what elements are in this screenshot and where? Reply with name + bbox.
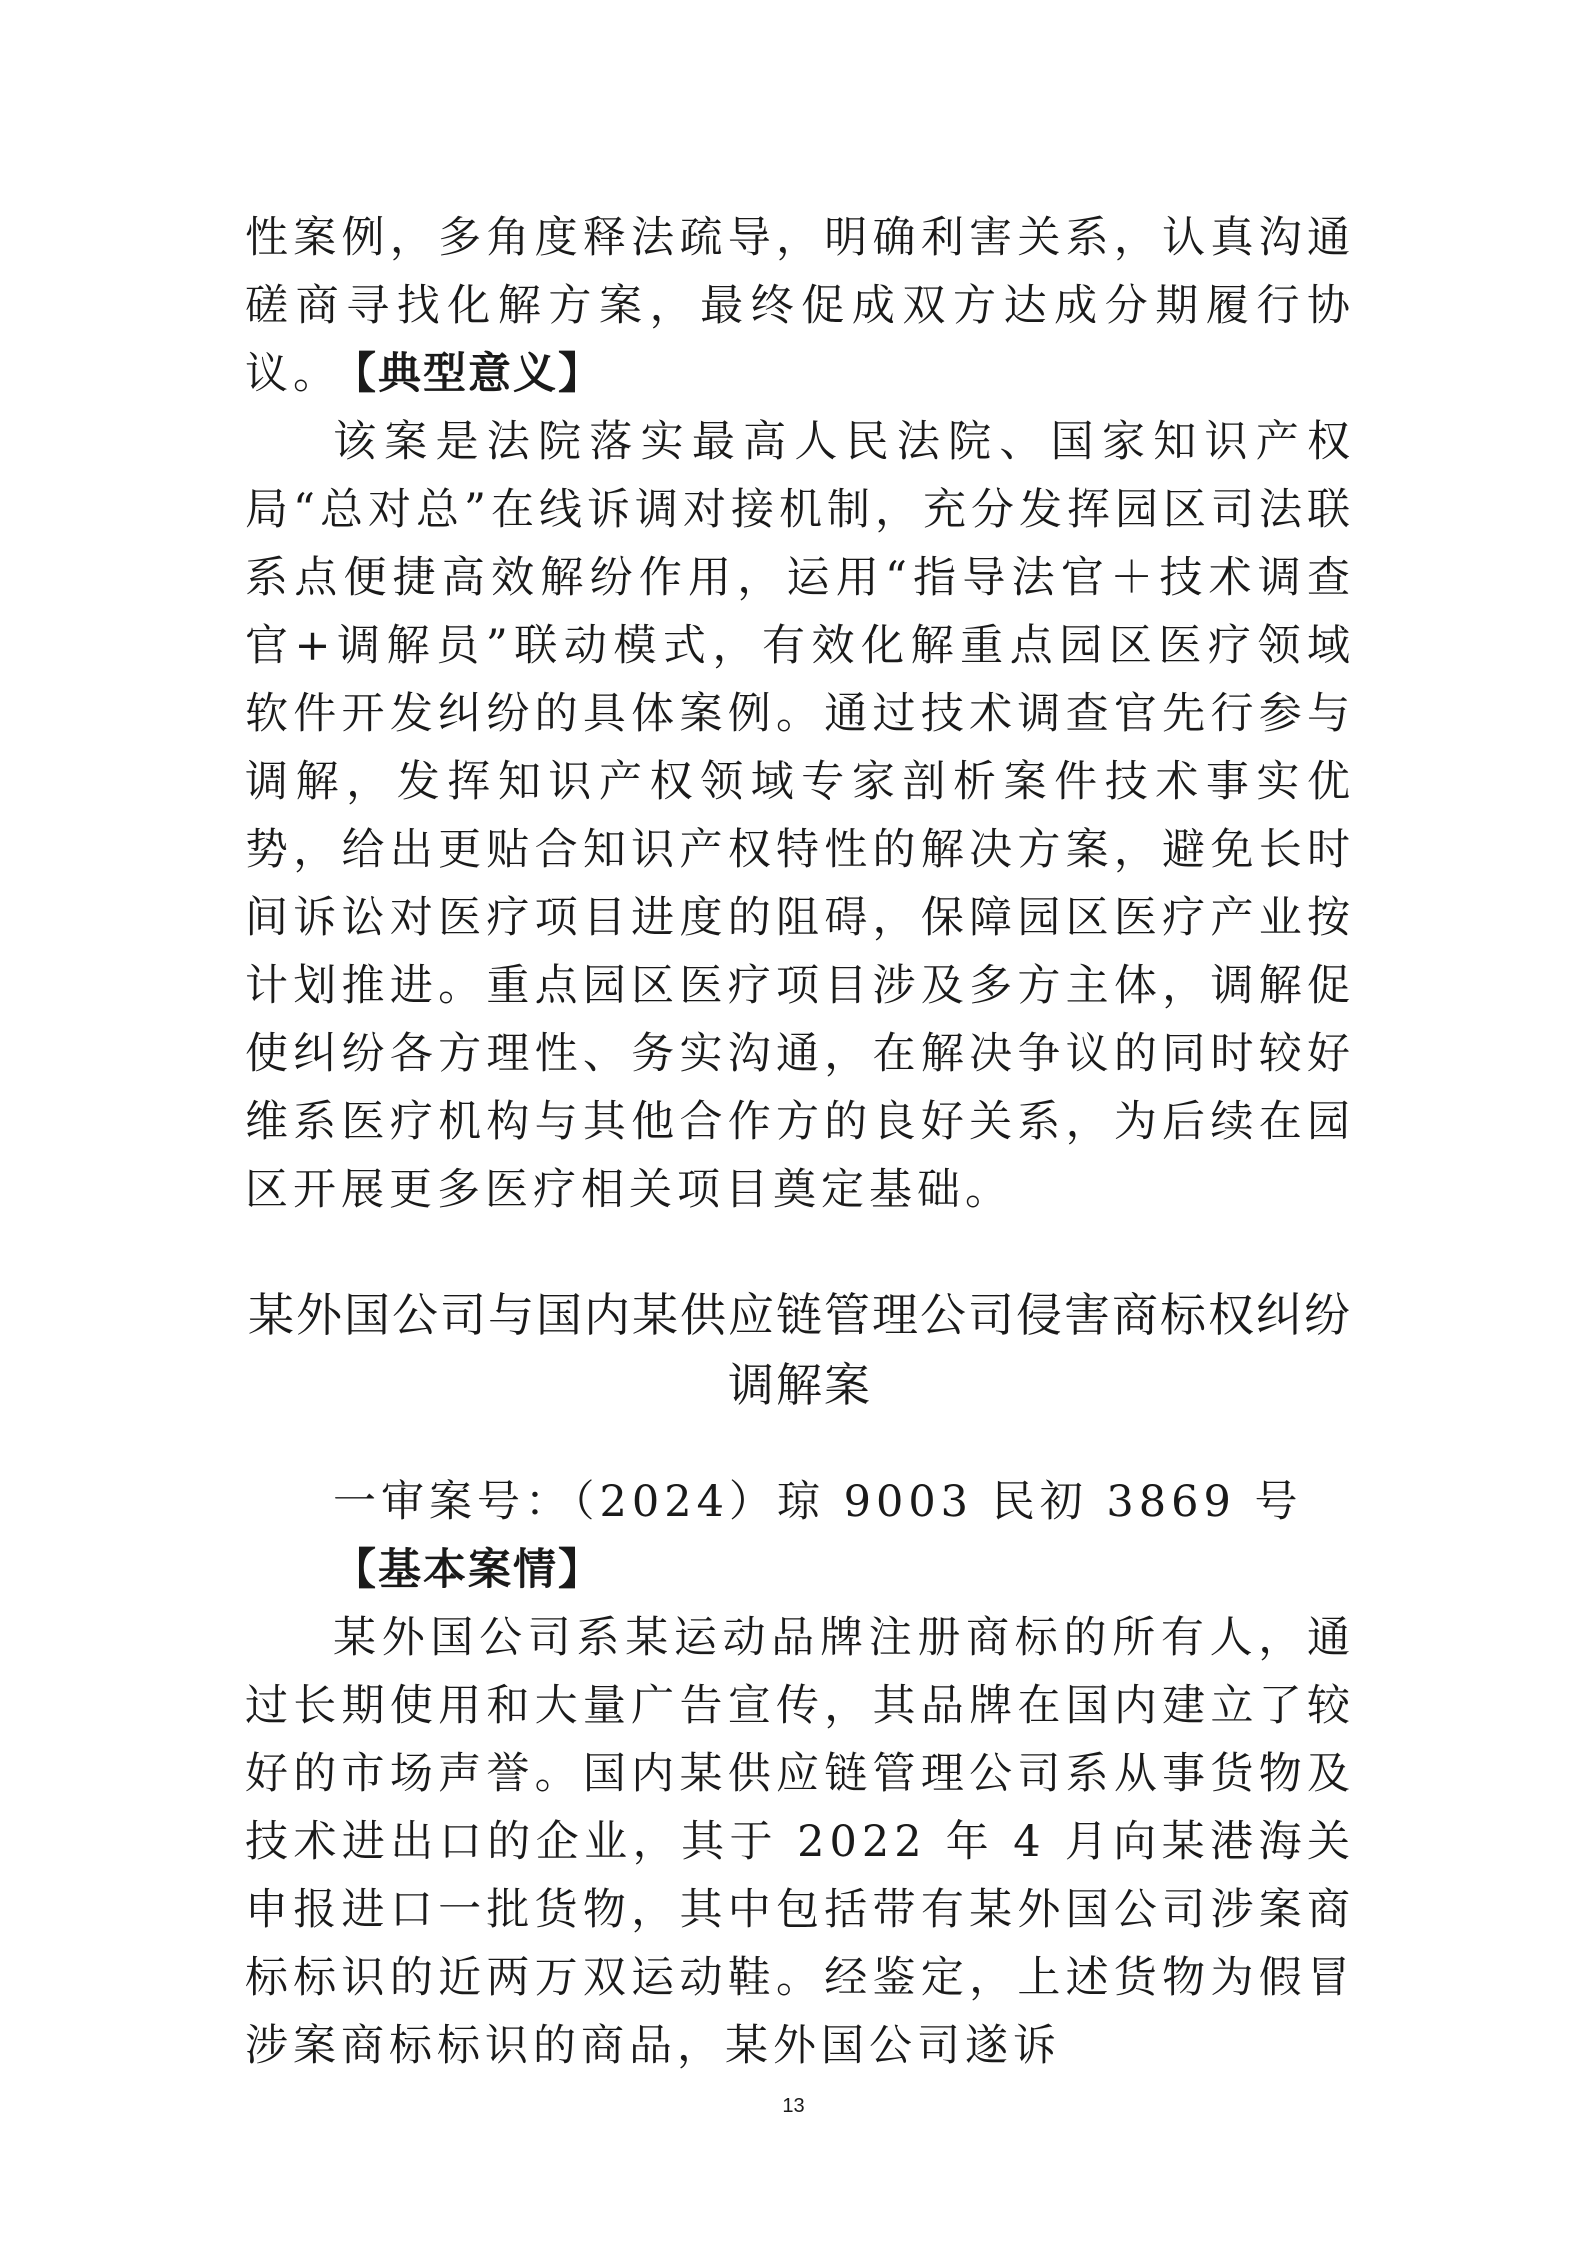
heading-basic-facts: 【基本案情】 <box>333 1545 603 1595</box>
case-number: 一审案号：（2024）琼 9003 民初 3869 号 <box>333 1477 1303 1527</box>
case-title-line-2: 调解案 <box>728 1358 872 1412</box>
paragraph-basic-facts: 某外国公司系某运动品牌注册商标的所有人，通过长期使用和大量广告宣传，其品牌在国内建立了较好的市场声誉。国内某供应链管理公司系从事货物及技术进出口的企业，其于 2022 年 4 月向某港海关申报进口一批货物，其中包括带有某外国公司涉案商标标识的近两万双运动鞋。经鉴定，上述货物为假冒涉案商标标识的商品，某外国公司遂诉 <box>245 1613 1355 2071</box>
heading-typical-significance: 【典型意义】 <box>333 349 603 399</box>
paragraph-continuation: 性案例，多角度释法疏导，明确利害关系，认真沟通磋商寻找化解方案，最终促成双方达成分期履行协议。 <box>245 213 1355 399</box>
case-title-line-1: 某外国公司与国内某供应链管理公司侵害商标权纠纷 <box>248 1288 1352 1342</box>
page-number: 13 <box>782 2095 805 2117</box>
paragraph-typical-significance: 该案是法院落实最高人民法院、国家知识产权局“总对总”在线诉调对接机制，充分发挥园区司法联系点便捷高效解纷作用，运用“指导法官＋技术调查官+调解员”联动模式，有效化解重点园区医疗领域软件开发纠纷的具体案例。通过技术调查官先行参与调解，发挥知识产权领域专家剖析案件技术事实优势，给出更贴合知识产权特性的解决方案，避免长时间诉讼对医疗项目进度的阻碍，保障园区医疗产业按计划推进。重点园区医疗项目涉及多方主体，调解促使纠纷各方理性、务实沟通，在解决争议的同时较好维系医疗机构与其他合作方的良好关系，为后续在园区开展更多医疗相关项目奠定基础。 <box>245 417 1355 1215</box>
